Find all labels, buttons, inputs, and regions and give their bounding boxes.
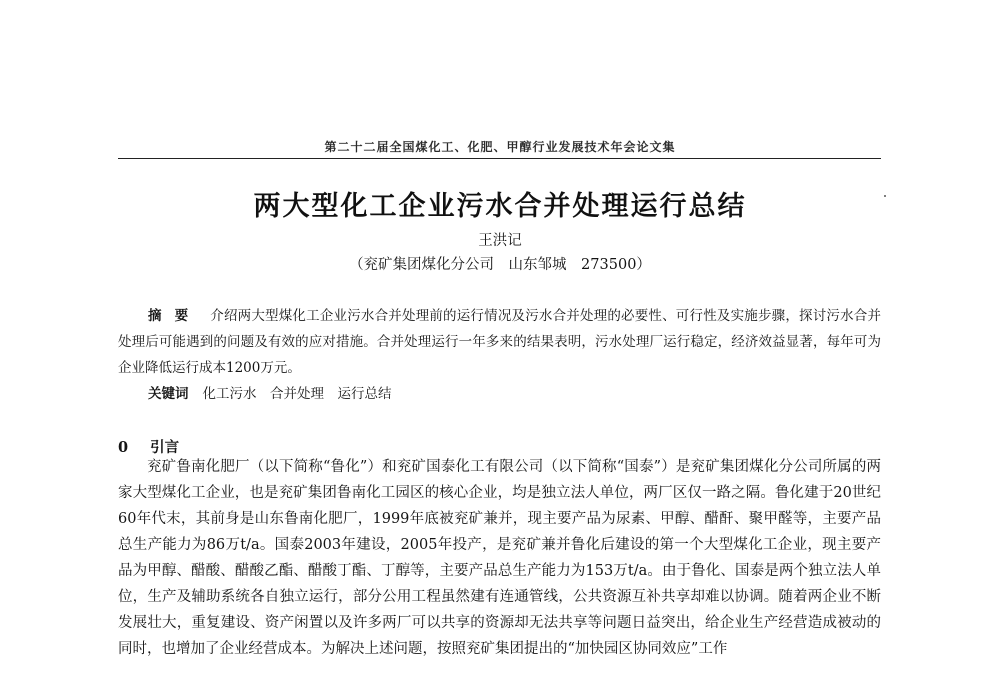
section-title: 引言: [150, 439, 180, 456]
author-name: 王洪记: [478, 233, 522, 249]
article-title: 两大型化工企业污水合并处理运行总结: [253, 191, 747, 222]
keywords-label: 关键词: [148, 386, 189, 402]
scan-speck: [884, 195, 886, 197]
author-affiliation: （兖矿集团煤化分公司 山东邹城 273500）: [349, 257, 651, 273]
header-rule: [118, 158, 881, 159]
section-number: 0: [118, 439, 129, 456]
keywords-block: [148, 381, 881, 407]
abstract-text: 介绍两大型煤化工企业污水合并处理前的运行情况及污水合并处理的必要性、可行性及实施步骤，探讨污水合并处理后可能遇到的问题及有效的应对措施。合并处理运行一年多来的结果表明，污水处理厂运行稳定，经济效益显著，每年可为企业降低运行成本1200万元。: [118, 308, 882, 376]
abstract-block: [118, 303, 881, 381]
body-paragraph: 兖矿鲁南化肥厂（以下简称“鲁化”）和兖矿国泰化工有限公司（以下简称“国泰”）是兖矿集团煤化分公司所属的两家大型煤化工企业，也是兖矿集团鲁南化工园区的核心企业，均是独立法人单位，两厂区仅一路之隔。鲁化建于20世纪60年代末，其前身是山东鲁南化肥厂，1999年底被兖矿兼并，现主要产品为尿素、甲醇、醋酐、聚甲醛等，主要产品总生产能力为86万t/a。国泰2003年建设，2005年投产，是兖矿兼并鲁化后建设的第一个大型煤化工企业，现主要产品为甲醇、醋酸、醋酸乙酯、醋酸丁酯、丁醇等，主要产品总生产能力为153万t/a。由于鲁化、国泰是两个独立法人单位，生产及辅助系统各自独立运行，部分公用工程虽然建有连通管线，公共资源互补共享却难以协调。随着两企业不断发展壮大，重复建设、资产闲置以及许多两厂可以共享的资源却无法共享等问题日益突出，给企业生产经营造成被动的同时，也增加了企业经营成本。为解决上述问题，按照兖矿集团提出的“加快园区协同效应”工作: [118, 459, 881, 657]
keywords-text: 化工污水 合并处理 运行总结: [202, 386, 392, 402]
section-body: [118, 454, 881, 662]
abstract-label: 摘 要: [148, 308, 193, 324]
running-header: 第二十二届全国煤化工、化肥、甲醇行业发展技术年会论文集: [324, 140, 676, 154]
